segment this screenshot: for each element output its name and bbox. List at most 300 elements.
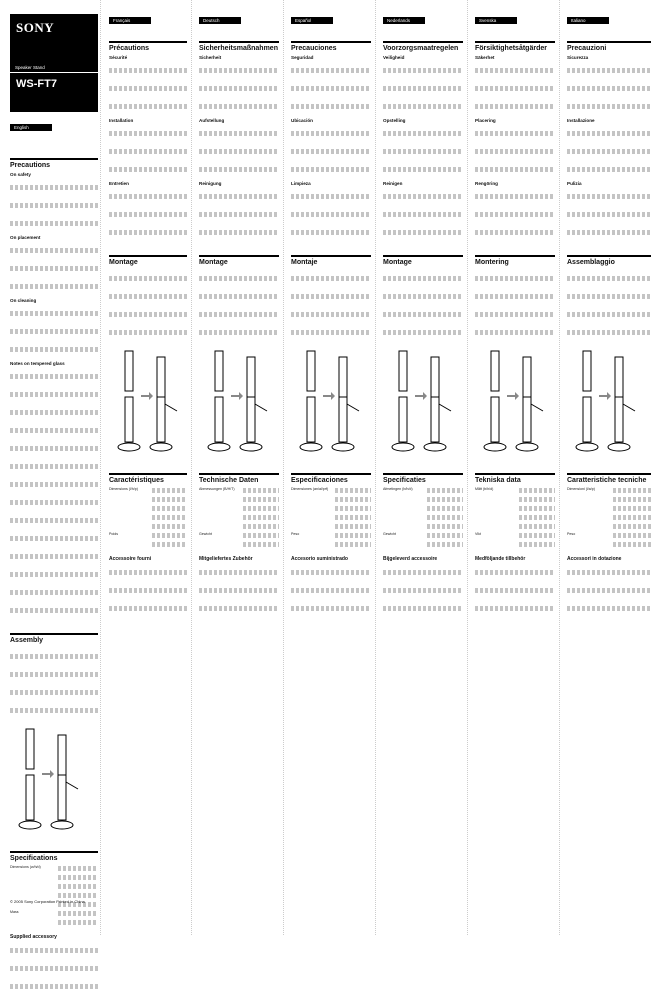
illegible-text (519, 533, 555, 538)
accessory-heading: Mitgeliefertes Zubehör (199, 556, 253, 562)
illegible-text (109, 212, 187, 217)
specifications-section (383, 473, 463, 617)
spec-value (152, 487, 187, 532)
spec-row (383, 532, 463, 550)
illegible-text (109, 86, 187, 91)
illegible-text (427, 506, 463, 511)
illegible-text (199, 276, 279, 281)
illegible-text (383, 68, 463, 73)
illegible-text (10, 347, 98, 352)
illegible-text (10, 428, 98, 433)
illegible-text (10, 708, 98, 713)
illegible-text (475, 86, 555, 91)
subsection-heading: Veiligheid (383, 55, 405, 60)
specifications-section (10, 851, 98, 995)
illegible-text (383, 570, 463, 575)
illegible-text (291, 588, 371, 593)
subsection-heading: Sicherheit (199, 55, 222, 60)
illegible-text (427, 533, 463, 538)
illegible-text (567, 570, 651, 575)
illegible-text (383, 167, 463, 172)
illegible-text (10, 518, 98, 523)
illegible-text (243, 506, 279, 511)
illegible-text (199, 167, 279, 172)
illegible-text (335, 497, 371, 502)
illegible-text (58, 884, 98, 889)
section-title: Sicherheitsmaßnahmen (199, 45, 278, 52)
illegible-text (519, 497, 555, 502)
illegible-text (10, 221, 98, 226)
assembly-illustration (291, 349, 371, 459)
spec-row (475, 487, 555, 532)
spec-row (291, 487, 371, 532)
accessory-heading: Bijgeleverd accessoire (383, 556, 438, 562)
illegible-text (58, 920, 98, 925)
specs-table (567, 487, 651, 550)
illegible-text (567, 131, 651, 136)
illegible-text (152, 524, 187, 529)
illegible-text (109, 312, 187, 317)
illegible-text (567, 294, 651, 299)
illegible-text (152, 488, 187, 493)
assembly-illustration (109, 349, 187, 459)
illegible-text (199, 588, 279, 593)
illegible-text (10, 410, 98, 415)
illegible-text (291, 294, 371, 299)
assembly-illustration (383, 349, 463, 459)
illegible-text (475, 104, 555, 109)
illegible-text (10, 482, 98, 487)
illegible-text (291, 86, 371, 91)
precautions-section (383, 41, 463, 241)
illegible-text (199, 194, 279, 199)
illegible-text (10, 948, 98, 953)
illegible-text (199, 294, 279, 299)
illegible-text (567, 104, 651, 109)
illegible-text (152, 497, 187, 502)
spec-label: Peso (291, 532, 300, 536)
illegible-text (199, 86, 279, 91)
subsection-heading: Installazione (567, 118, 595, 123)
illegible-text (291, 104, 371, 109)
specifications-section (475, 473, 555, 617)
assembly-illustration-icon (573, 349, 643, 457)
model-number: WS-FT7 (16, 78, 57, 90)
illegible-text (475, 68, 555, 73)
illegible-text (567, 86, 651, 91)
illegible-text (10, 536, 98, 541)
brand-logo: SONY (16, 20, 55, 35)
specs-table (383, 487, 463, 550)
illegible-text (291, 68, 371, 73)
spec-label: Peso (567, 532, 576, 536)
spec-row (10, 910, 98, 928)
illegible-text (567, 149, 651, 154)
illegible-text (519, 515, 555, 520)
accessory-heading: Accessori in dotazione (567, 556, 622, 562)
illegible-text (613, 506, 651, 511)
language-tab: Deutsch (199, 17, 241, 24)
section-title: Precautions (10, 162, 51, 169)
assembly-illustration-icon (16, 727, 86, 835)
illegible-text (475, 167, 555, 172)
illegible-text (199, 230, 279, 235)
language-tab: English (10, 124, 52, 131)
section-title: Assemblaggio (567, 259, 615, 266)
illegible-text (613, 542, 651, 547)
specifications-section (291, 473, 371, 617)
section-title: Assembly (10, 637, 44, 644)
illegible-text (291, 276, 371, 281)
specs-table (291, 487, 371, 550)
illegible-text (109, 294, 187, 299)
illegible-text (519, 542, 555, 547)
subsection-heading: Sicurezza (567, 55, 589, 60)
spec-label: Gewicht (199, 532, 212, 536)
spec-value (519, 532, 555, 550)
language-tab: Svenska (475, 17, 517, 24)
language-tab: Español (291, 17, 333, 24)
subsection-heading: Säkerhet (475, 55, 495, 60)
column-español (285, 0, 377, 935)
illegible-text (567, 312, 651, 317)
illegible-text (475, 330, 555, 335)
illegible-text (291, 212, 371, 217)
illegible-text (383, 312, 463, 317)
assembly-section (383, 255, 463, 459)
spec-label: Afmetingen (b/h/d) (383, 487, 413, 491)
illegible-text (10, 329, 98, 334)
illegible-text (199, 606, 279, 611)
subsection-heading: Seguridad (291, 55, 314, 60)
illegible-text (199, 212, 279, 217)
illegible-text (10, 608, 98, 613)
illegible-text (383, 86, 463, 91)
illegible-text (243, 497, 279, 502)
illegible-text (383, 212, 463, 217)
accessory-heading: Supplied accessory (10, 934, 57, 940)
assembly-section (567, 255, 651, 459)
specifications-section (567, 473, 651, 617)
illegible-text (383, 294, 463, 299)
assembly-section (475, 255, 555, 459)
section-title: Tekniska data (475, 477, 521, 484)
illegible-text (383, 104, 463, 109)
assembly-illustration-icon (297, 349, 367, 457)
section-title: Technische Daten (199, 477, 259, 484)
column-français (103, 0, 193, 935)
section-title: Especificaciones (291, 477, 348, 484)
section-title: Precauzioni (567, 45, 607, 52)
precautions-section (199, 41, 279, 241)
language-tab: Italiano (567, 17, 609, 24)
illegible-text (291, 606, 371, 611)
specs-table (199, 487, 279, 550)
illegible-text (335, 542, 371, 547)
precautions-section (109, 41, 187, 241)
illegible-text (10, 654, 98, 659)
illegible-text (567, 194, 651, 199)
illegible-text (475, 312, 555, 317)
assembly-illustration (199, 349, 279, 459)
section-title: Montage (199, 259, 228, 266)
illegible-text (475, 212, 555, 217)
illegible-text (10, 554, 98, 559)
section-title: Montaje (291, 259, 318, 266)
illegible-text (475, 570, 555, 575)
spec-value (613, 487, 651, 532)
spec-row (291, 532, 371, 550)
illegible-text (475, 606, 555, 611)
section-title: Caractéristiques (109, 477, 164, 484)
spec-label: Mått (b/h/d) (475, 487, 494, 491)
accessory-heading: Medföljande tillbehör (475, 556, 526, 562)
subsection-heading: Pulizia (567, 181, 582, 186)
illegible-text (109, 588, 187, 593)
section-title: Montering (475, 259, 509, 266)
illegible-text (10, 500, 98, 505)
illegible-text (291, 167, 371, 172)
spec-row (109, 487, 187, 532)
spec-row (383, 487, 463, 532)
illegible-text (291, 230, 371, 235)
subsection-heading: On safety (10, 172, 31, 177)
illegible-text (427, 488, 463, 493)
illegible-text (567, 68, 651, 73)
illegible-text (427, 542, 463, 547)
illegible-text (567, 212, 651, 217)
illegible-text (335, 515, 371, 520)
illegible-text (58, 866, 98, 871)
spec-row (567, 532, 651, 550)
illegible-text (613, 488, 651, 493)
subsection-heading: Sécurité (109, 55, 128, 60)
assembly-section (10, 633, 98, 837)
illegible-text (10, 590, 98, 595)
spec-label: Mass (10, 910, 19, 914)
section-title: Precauciones (291, 45, 337, 52)
section-title: Specificaties (383, 477, 426, 484)
illegible-text (152, 515, 187, 520)
illegible-text (243, 488, 279, 493)
assembly-illustration (475, 349, 555, 459)
illegible-text (427, 515, 463, 520)
subsection-heading: Installation (109, 118, 134, 123)
illegible-text (335, 488, 371, 493)
spec-value (519, 487, 555, 532)
spec-label: Abmessungen (B/H/T) (199, 487, 235, 491)
spec-label: Poids (109, 532, 118, 536)
illegible-text (291, 330, 371, 335)
spec-value (335, 532, 371, 550)
illegible-text (199, 570, 279, 575)
illegible-text (475, 131, 555, 136)
spec-value (427, 487, 463, 532)
illegible-text (199, 104, 279, 109)
illegible-text (475, 294, 555, 299)
language-tab: Nederlands (383, 17, 425, 24)
illegible-text (519, 488, 555, 493)
illegible-text (427, 524, 463, 529)
illegible-text (10, 185, 98, 190)
illegible-text (613, 524, 651, 529)
spec-value (335, 487, 371, 532)
illegible-text (109, 104, 187, 109)
illegible-text (243, 533, 279, 538)
illegible-text (567, 588, 651, 593)
illegible-text (335, 506, 371, 511)
illegible-text (10, 284, 98, 289)
illegible-text (10, 690, 98, 695)
illegible-text (567, 167, 651, 172)
column-deutsch (193, 0, 285, 935)
illegible-text (291, 570, 371, 575)
illegible-text (109, 230, 187, 235)
subsection-heading: Rengöring (475, 181, 498, 186)
subsection-heading: Ubicación (291, 118, 313, 123)
spec-row (567, 487, 651, 532)
assembly-section (291, 255, 371, 459)
illegible-text (291, 194, 371, 199)
illegible-text (291, 131, 371, 136)
illegible-text (567, 606, 651, 611)
spec-label: Dimensions (l/h/p) (109, 487, 138, 491)
illegible-text (243, 542, 279, 547)
illegible-text (109, 149, 187, 154)
specifications-section (109, 473, 187, 617)
specs-table (475, 487, 555, 550)
illegible-text (152, 542, 187, 547)
illegible-text (58, 911, 98, 916)
illegible-text (199, 68, 279, 73)
spec-value (58, 910, 98, 928)
illegible-text (152, 533, 187, 538)
specs-table (109, 487, 187, 550)
footer (10, 898, 85, 906)
section-title: Försiktighetsåtgärder (475, 45, 547, 52)
illegible-text (475, 194, 555, 199)
assembly-illustration (10, 727, 98, 837)
illegible-text (475, 230, 555, 235)
illegible-text (475, 276, 555, 281)
illegible-text (613, 533, 651, 538)
illegible-text (10, 672, 98, 677)
subsection-heading: Notes on tempered glass (10, 361, 65, 366)
illegible-text (109, 276, 187, 281)
column-english (10, 0, 98, 940)
illegible-text (335, 524, 371, 529)
spec-row (199, 532, 279, 550)
illegible-text (199, 131, 279, 136)
assembly-section (199, 255, 279, 459)
assembly-section (109, 255, 187, 459)
illegible-text (613, 515, 651, 520)
spec-label: Gewicht (383, 532, 396, 536)
illegible-text (109, 131, 187, 136)
precautions-section (475, 41, 555, 241)
illegible-text (383, 606, 463, 611)
illegible-text (10, 966, 98, 971)
illegible-text (383, 588, 463, 593)
subsection-heading: Reinigen (383, 181, 403, 186)
section-title: Montage (383, 259, 412, 266)
precautions-section (291, 41, 371, 241)
language-tab: Français (109, 17, 151, 24)
illegible-text (199, 149, 279, 154)
spec-row (199, 487, 279, 532)
subsection-heading: On cleaning (10, 298, 37, 303)
illegible-text (10, 374, 98, 379)
illegible-text (10, 266, 98, 271)
illegible-text (519, 524, 555, 529)
subsection-heading: On placement (10, 235, 41, 240)
assembly-illustration-icon (115, 349, 185, 457)
product-type: Speaker Stand (15, 65, 45, 70)
illegible-text (335, 533, 371, 538)
illegible-text (519, 506, 555, 511)
subsection-heading: Limpieza (291, 181, 311, 186)
accessory-heading: Accesorio suministrado (291, 556, 348, 562)
illegible-text (109, 606, 187, 611)
spec-value (427, 532, 463, 550)
illegible-text (291, 312, 371, 317)
illegible-text (199, 312, 279, 317)
precautions-section (10, 158, 98, 619)
illegible-text (567, 230, 651, 235)
illegible-text (58, 875, 98, 880)
illegible-text (291, 149, 371, 154)
illegible-text (109, 570, 187, 575)
spec-value (243, 532, 279, 550)
illegible-text (567, 330, 651, 335)
illegible-text (152, 506, 187, 511)
spec-label: Dimensioni (l/a/p) (567, 487, 595, 491)
column-svenska (469, 0, 561, 935)
illegible-text (10, 248, 98, 253)
assembly-illustration (567, 349, 651, 459)
illegible-text (383, 131, 463, 136)
section-title: Précautions (109, 45, 150, 52)
column-italiano (561, 0, 657, 935)
illegible-text (10, 311, 98, 316)
assembly-illustration-icon (205, 349, 275, 457)
column-divider (100, 0, 101, 935)
illegible-text (383, 330, 463, 335)
illegible-text (427, 497, 463, 502)
illegible-text (475, 588, 555, 593)
illegible-text (383, 230, 463, 235)
section-title: Voorzorgsmaatregelen (383, 45, 459, 52)
accessory-heading: Accessoire fourni (109, 556, 152, 562)
illegible-text (10, 446, 98, 451)
subsection-heading: Reinigung (199, 181, 222, 186)
illegible-text (383, 149, 463, 154)
assembly-illustration-icon (389, 349, 459, 457)
illegible-text (199, 330, 279, 335)
illegible-text (109, 330, 187, 335)
copyright: © 2005 Sony Corporation Printed in China (10, 899, 85, 904)
spec-value (243, 487, 279, 532)
spec-value (613, 532, 651, 550)
section-title: Specifications (10, 855, 58, 862)
spec-label: Vikt (475, 532, 481, 536)
specs-table (10, 865, 98, 928)
illegible-text (383, 194, 463, 199)
illegible-text (10, 464, 98, 469)
section-title: Montage (109, 259, 138, 266)
spec-value (152, 532, 187, 550)
illegible-text (109, 194, 187, 199)
